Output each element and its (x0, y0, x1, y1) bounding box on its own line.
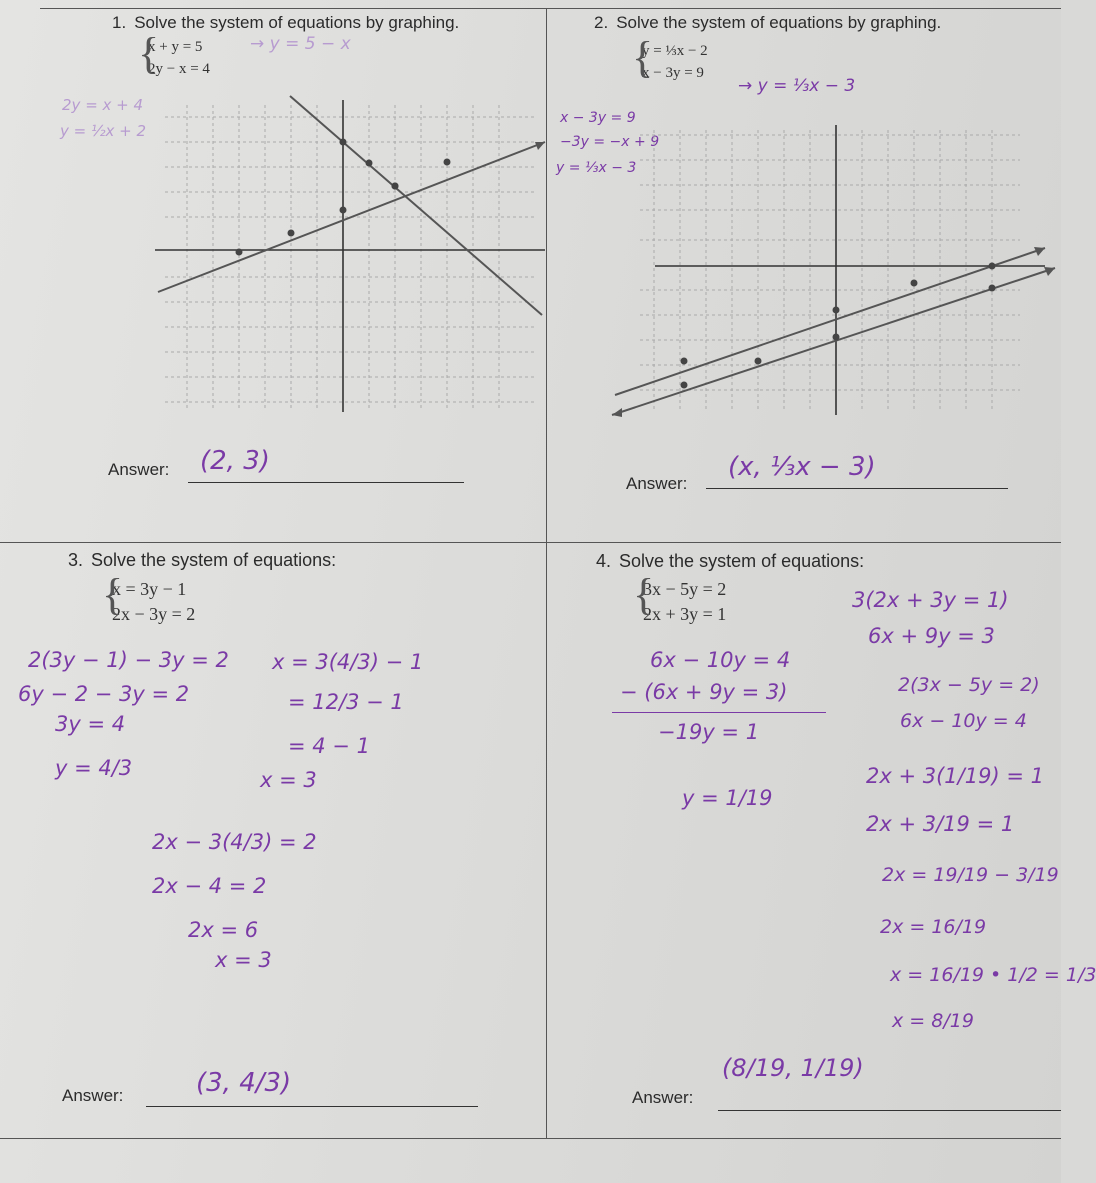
problem-3-answer: (3, 4/3) (196, 1068, 292, 1098)
bottom-border (0, 1138, 1061, 1139)
problem-3-answer-line (146, 1106, 478, 1107)
problem-4-answer-line (718, 1110, 1061, 1111)
problem-4-work-right-2: 6x + 9y = 3 (868, 624, 995, 648)
problem-2-answer-label: Answer: (626, 474, 688, 493)
system-brace: { (632, 33, 654, 82)
problem-1-system (138, 29, 210, 80)
problem-1-title (112, 13, 459, 33)
problem-4-work-left-4: y = 1/19 (682, 786, 773, 810)
system-brace: { (102, 570, 124, 619)
problem-2-answer-line (706, 488, 1008, 489)
top-border (40, 8, 1061, 9)
problem-4-work-left-2: − (6x + 9y = 3) (620, 680, 788, 704)
problem-2-title (594, 13, 941, 33)
problem-4-work-right-8: 2x = 16/19 (880, 916, 987, 938)
problem-4-answer: (8/19, 1/19) (722, 1054, 864, 1082)
problem-4-subtraction-line (612, 712, 826, 713)
problem-3-work-right-2: = 12/3 − 1 (288, 690, 404, 714)
problem-4-work-left-3: −19y = 1 (658, 720, 760, 744)
problem-4-number: 4. (596, 551, 612, 571)
problem-2-eq-2: x − 3y = 9 (642, 65, 704, 81)
problem-2-work-4: y = ⅓x − 3 (556, 160, 637, 176)
problem-4-title (596, 551, 864, 572)
problem-1-work-3: y = ½x + 2 (60, 122, 147, 140)
problem-3-work-check-1: 2x − 3(4/3) = 2 (152, 830, 317, 854)
problem-4-work-right-4: 6x − 10y = 4 (900, 710, 1027, 732)
problem-4-work-right-10: x = 8/19 (892, 1010, 974, 1032)
problem-4-eq-2: 2x + 3y = 1 (643, 604, 727, 624)
problem-2-work-3: −3y = −x + 9 (560, 134, 660, 150)
problem-3-eq-1: x = 3y − 1 (112, 579, 187, 599)
middle-divider (0, 542, 1061, 543)
problem-1-eq-1: x + y = 5 (148, 39, 203, 55)
problem-4-answer-label: Answer: (632, 1088, 694, 1107)
problem-3-work-right-3: = 4 − 1 (288, 734, 370, 758)
problem-1-graph (150, 90, 550, 420)
problem-2-graph (600, 120, 1060, 420)
problem-3-work-left-1: 2(3y − 1) − 3y = 2 (28, 648, 229, 672)
problem-3-work-right-4: x = 3 (260, 768, 317, 792)
problem-3-work-right-1: x = 3(4/3) − 1 (272, 650, 424, 674)
problem-2-instruction: Solve the system of equations by graphing. (616, 13, 942, 32)
problem-2-eq-1: y = ⅓x − 2 (642, 43, 708, 59)
problem-3-instruction: Solve the system of equations: (91, 550, 337, 570)
problem-2-work-1: → y = ⅓x − 3 (738, 76, 856, 96)
problem-2-answer: (x, ⅓x − 3) (728, 452, 876, 482)
problem-4-system (633, 570, 727, 627)
problem-4-instruction: Solve the system of equations: (619, 551, 865, 571)
problem-3-eq-2: 2x − 3y = 2 (112, 604, 196, 624)
problem-1-eq-2: 2y − x = 4 (148, 61, 210, 77)
problem-4-work-right-7: 2x = 19/19 − 3/19 (882, 864, 1059, 886)
system-brace: { (633, 570, 655, 619)
problem-4-work-right-6: 2x + 3/19 = 1 (866, 812, 1015, 836)
problem-4-work-right-5: 2x + 3(1/19) = 1 (866, 764, 1044, 788)
problem-3-work-check-2: 2x − 4 = 2 (152, 874, 267, 898)
problem-2-number: 2. (594, 13, 609, 32)
problem-3-system (102, 570, 196, 627)
problem-1-answer-line (188, 482, 464, 483)
problem-4-eq-1: 3x − 5y = 2 (643, 579, 727, 599)
problem-3-title (68, 550, 336, 571)
problem-4-work-right-9: x = 16/19 • 1/2 = 1/3 (890, 964, 1096, 986)
problem-1-answer: (2, 3) (200, 446, 270, 476)
problem-3-work-check-3: 2x = 6 (188, 918, 259, 942)
problem-3-work-left-4: y = 4/3 (55, 756, 133, 780)
system-brace: { (138, 29, 160, 78)
problem-2-work-2: x − 3y = 9 (560, 110, 636, 126)
problem-3-answer-label: Answer: (62, 1086, 124, 1105)
problem-1-number: 1. (112, 13, 127, 32)
problem-1-work-1: → y = 5 − x (250, 34, 351, 54)
problem-3-work-check-4: x = 3 (215, 948, 272, 972)
problem-1-work-2: 2y = x + 4 (62, 96, 144, 114)
problem-2-system (632, 33, 708, 84)
problem-3-number: 3. (68, 550, 84, 570)
problem-4-work-right-3: 2(3x − 5y = 2) (898, 674, 1040, 696)
problem-1-answer-label: Answer: (108, 460, 170, 479)
problem-4-work-right-1: 3(2x + 3y = 1) (852, 588, 1009, 612)
problem-1-instruction: Solve the system of equations by graphing. (134, 13, 460, 32)
problem-4-work-left-1: 6x − 10y = 4 (650, 648, 791, 672)
problem-3-work-left-3: 3y = 4 (55, 712, 126, 736)
problem-3-work-left-2: 6y − 2 − 3y = 2 (18, 682, 190, 706)
